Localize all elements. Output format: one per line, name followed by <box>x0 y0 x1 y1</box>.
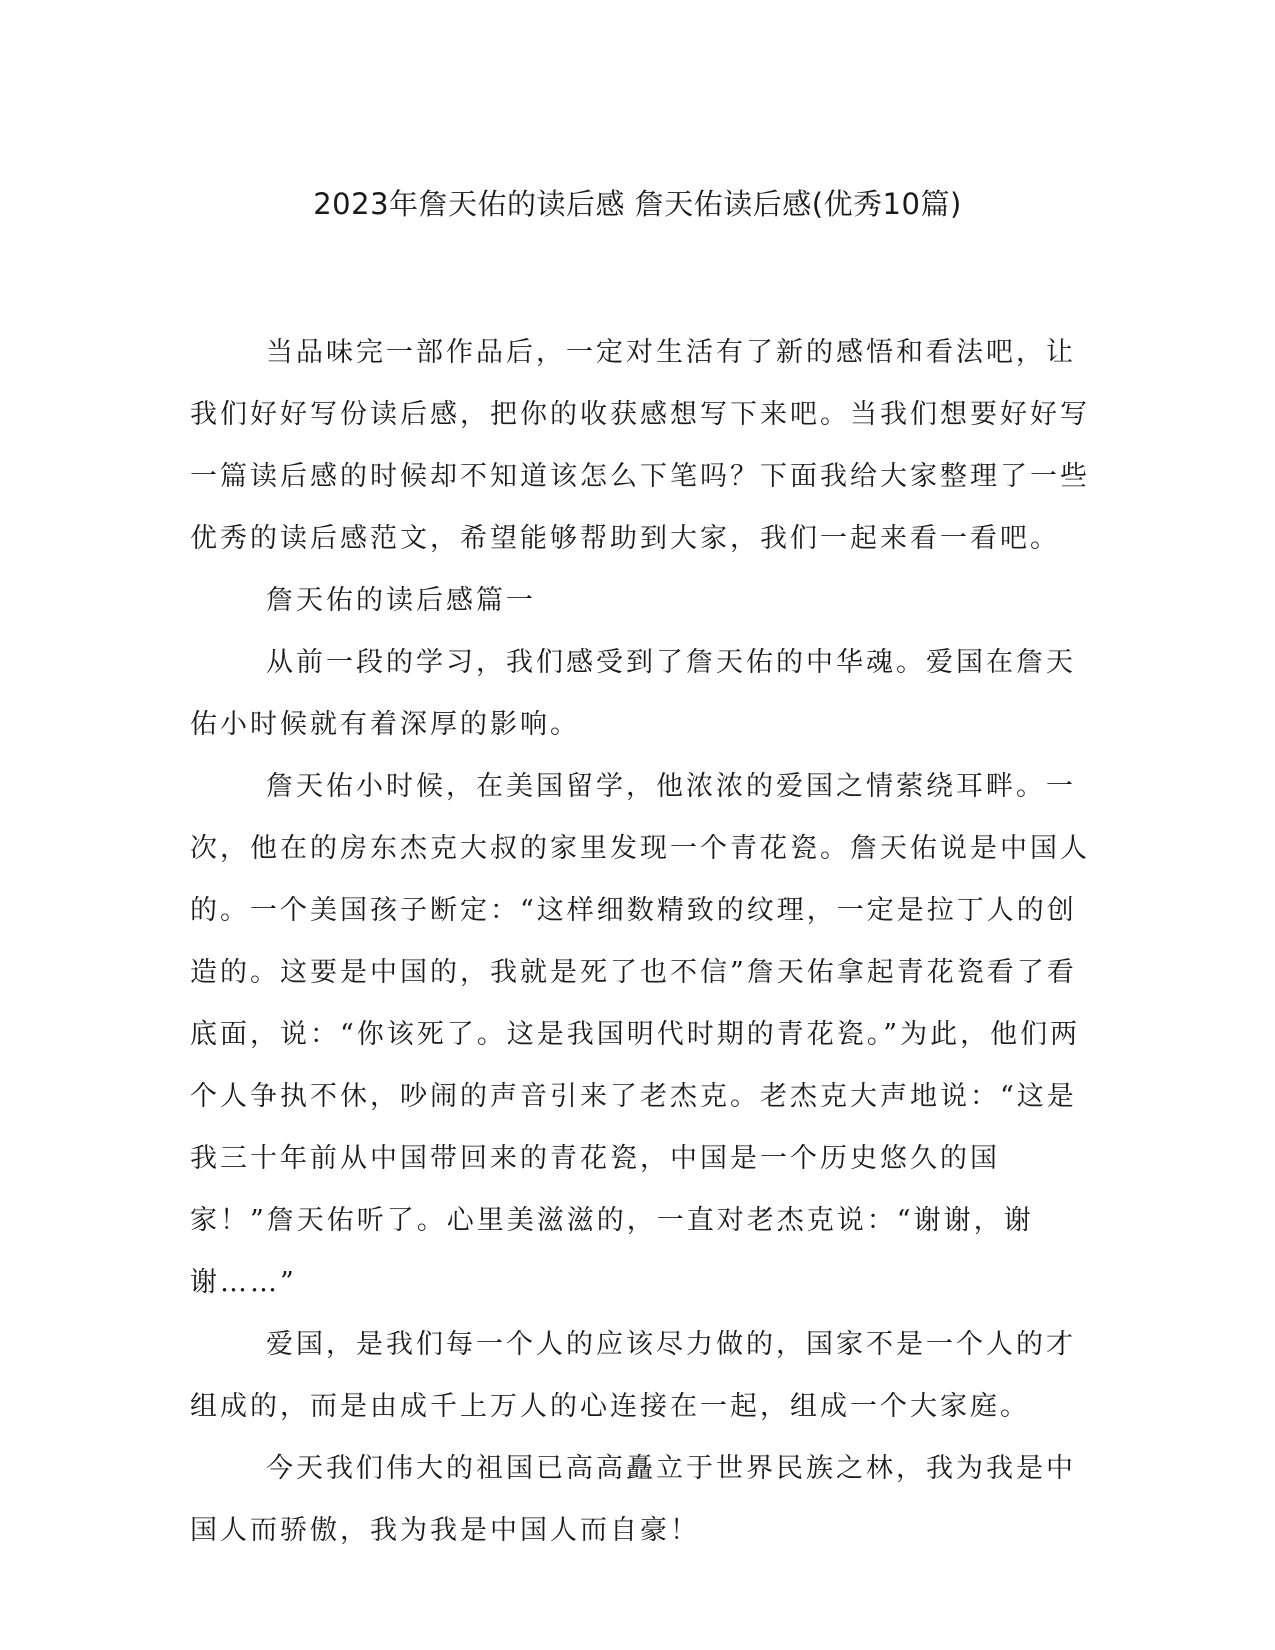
body-paragraph: 今天我们伟大的祖国已高高矗立于世界民族之林，我为我是中国人而骄傲，我为我是中国人而自豪！ <box>190 1453 1076 1546</box>
intro-paragraph: 当品味完一部作品后，一定对生活有了新的感悟和看法吧，让我们好好写份读后感，把你的收获感想写下来吧。当我们想要好好写一篇读后感的时候却不知道该怎么下笔吗？下面我给大家整理了一些优秀的读后感范文，希望能够帮助到大家，我们一起来看一看吧。 <box>190 337 1090 554</box>
body-paragraph: 从前一段的学习，我们感受到了詹天佑的中华魂。爱国在詹天佑小时候就有着深厚的影响。 <box>190 647 1076 740</box>
body-paragraph: 爱国，是我们每一个人的应该尽力做的，国家不是一个人的才组成的，而是由成千上万人的心连接在一起，组成一个大家庭。 <box>190 1329 1076 1422</box>
section-heading: 詹天佑的读后感篇一 <box>266 585 536 616</box>
body-paragraph: 詹天佑小时候，在美国留学，他浓浓的爱国之情萦绕耳畔。一次，他在的房东杰克大叔的家里发现一个青花瓷。詹天佑说是中国人的。一个美国孩子断定：“这样细数精致的纹理，一定是拉丁人的创造的。这要是中国的，我就是死了也不信”詹天佑拿起青花瓷看了看底面，说：“你该死了。这是我国明代时期的青花瓷。”为此，他们两个人争执不休，吵闹的声音引来了老杰克。老杰克大声地说：“这是我三十年前从中国带回来的青花瓷，中国是一个历史悠久的国家！”詹天佑听了。心里美滋滋的，一直对老杰克说：“谢谢，谢谢……” <box>190 771 1090 1298</box>
document-body <box>190 322 1090 1562</box>
document-title: 2023年詹天佑的读后感 詹天佑读后感(优秀10篇) <box>313 187 962 221</box>
